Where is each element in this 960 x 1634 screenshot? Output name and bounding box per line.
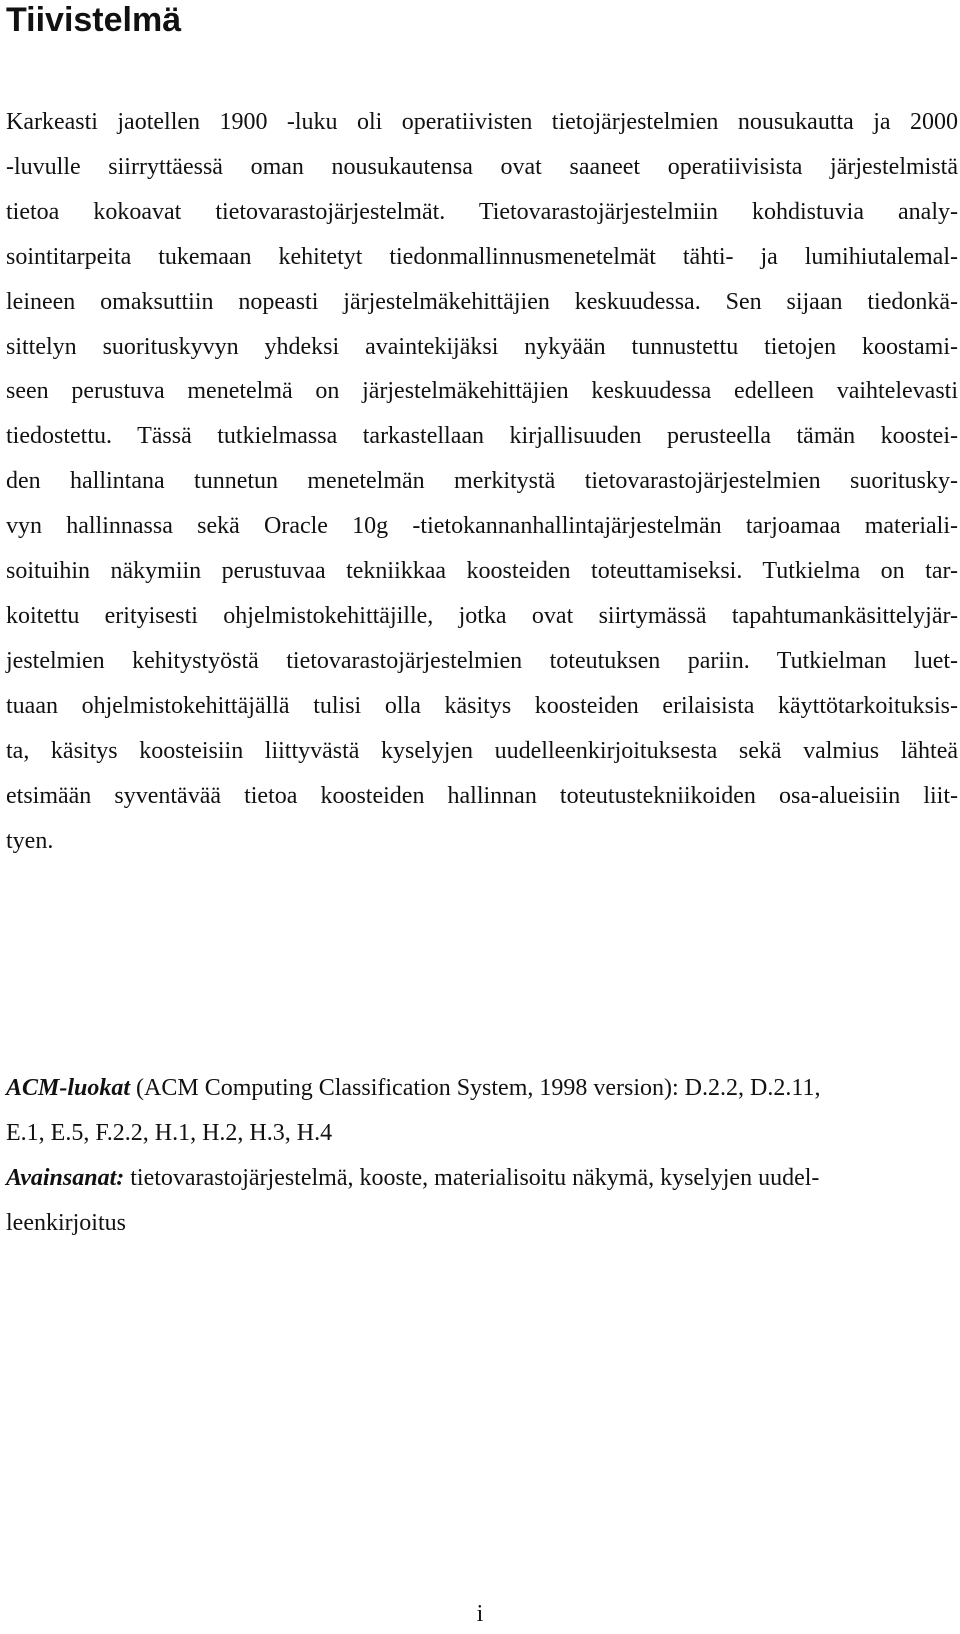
abstract-line-6: sittelyn suorituskyvyn yhdeksi avaintekijäksi nykyään tunnustettu tietojen koostami-: [6, 333, 958, 360]
page-title: Tiivistelmä: [6, 1, 182, 39]
abstract-line-9: den hallintana tunnetun menetelmän merkitystä tietovarastojärjestelmien suoritusky-: [6, 468, 958, 495]
abstract-line-14: tuaan ohjelmistokehittäjällä tulisi olla käsitys koosteiden erilaisista käyttötarkoituksis-: [6, 692, 958, 719]
keywords-label: Avainsanat:: [6, 1165, 125, 1191]
acm-line-1: (ACM Computing Classification System, 1998 version): D.2.2, D.2.11,: [130, 1075, 821, 1101]
abstract-line-5: leineen omaksuttiin nopeasti järjestelmäkehittäjien keskuudessa. Sen sijaan tiedonkä-: [6, 288, 958, 315]
keywords-line-1: tietovarastojärjestelmä, kooste, materialisoitu näkymä, kyselyjen uudel-: [124, 1165, 820, 1191]
keywords-line-2: leenkirjoitus: [6, 1209, 126, 1236]
keywords: [6, 1156, 958, 1246]
abstract-line-7: seen perustuva menetelmä on järjestelmäkehittäjien keskuudessa edelleen vaihtelevasti: [6, 378, 958, 405]
abstract-line-4: sointitarpeita tukemaan kehitetyt tiedonmallinnusmenetelmät tähti- ja lumihiutalemal-: [6, 243, 958, 270]
page-number: i: [476, 1601, 484, 1627]
abstract-line-13: jestelmien kehitystyöstä tietovarastojärjestelmien toteutuksen pariin. Tutkielman luet-: [6, 647, 958, 674]
abstract-line-17: tyen.: [6, 827, 54, 854]
acm-classification: [6, 1066, 958, 1156]
abstract-line-3: tietoa kokoavat tietovarastojärjestelmät. Tietovarastojärjestelmiin kohdistuvia analy-: [6, 198, 958, 225]
abstract-line-10: vyn hallinnassa sekä Oracle 10g -tietokannanhallintajärjestelmän tarjoamaa materiali-: [6, 513, 958, 540]
abstract-line-16: etsimään syventävää tietoa koosteiden hallinnan toteutustekniikoiden osa-alueisiin liit-: [6, 782, 958, 809]
abstract-line-15: ta, käsitys koosteisiin liittyvästä kyselyjen uudelleenkirjoituksesta sekä valmius lähteä: [6, 737, 958, 764]
abstract-line-11: soituihin näkymiin perustuvaa tekniikkaa koosteiden toteuttamiseksi. Tutkielma on tar-: [6, 558, 958, 585]
acm-label: ACM-luokat: [6, 1075, 131, 1101]
abstract-line-1: Karkeasti jaotellen 1900 -luku oli operatiivisten tietojärjestelmien nousukautta ja 2000: [6, 109, 958, 135]
abstract-paragraph: [6, 100, 958, 863]
acm-line-2: E.1, E.5, F.2.2, H.1, H.2, H.3, H.4: [6, 1119, 333, 1146]
abstract-line-8: tiedostettu. Tässä tutkielmassa tarkastellaan kirjallisuuden perusteella tämän koostei-: [6, 423, 958, 450]
abstract-line-2: -luvulle siirryttäessä oman nousukautensa ovat saaneet operatiivisista järjestelmistä: [6, 153, 958, 180]
abstract-line-12: koitettu erityisesti ohjelmistokehittäjille, jotka ovat siirtymässä tapahtumankäsittelyjär-: [6, 602, 958, 629]
